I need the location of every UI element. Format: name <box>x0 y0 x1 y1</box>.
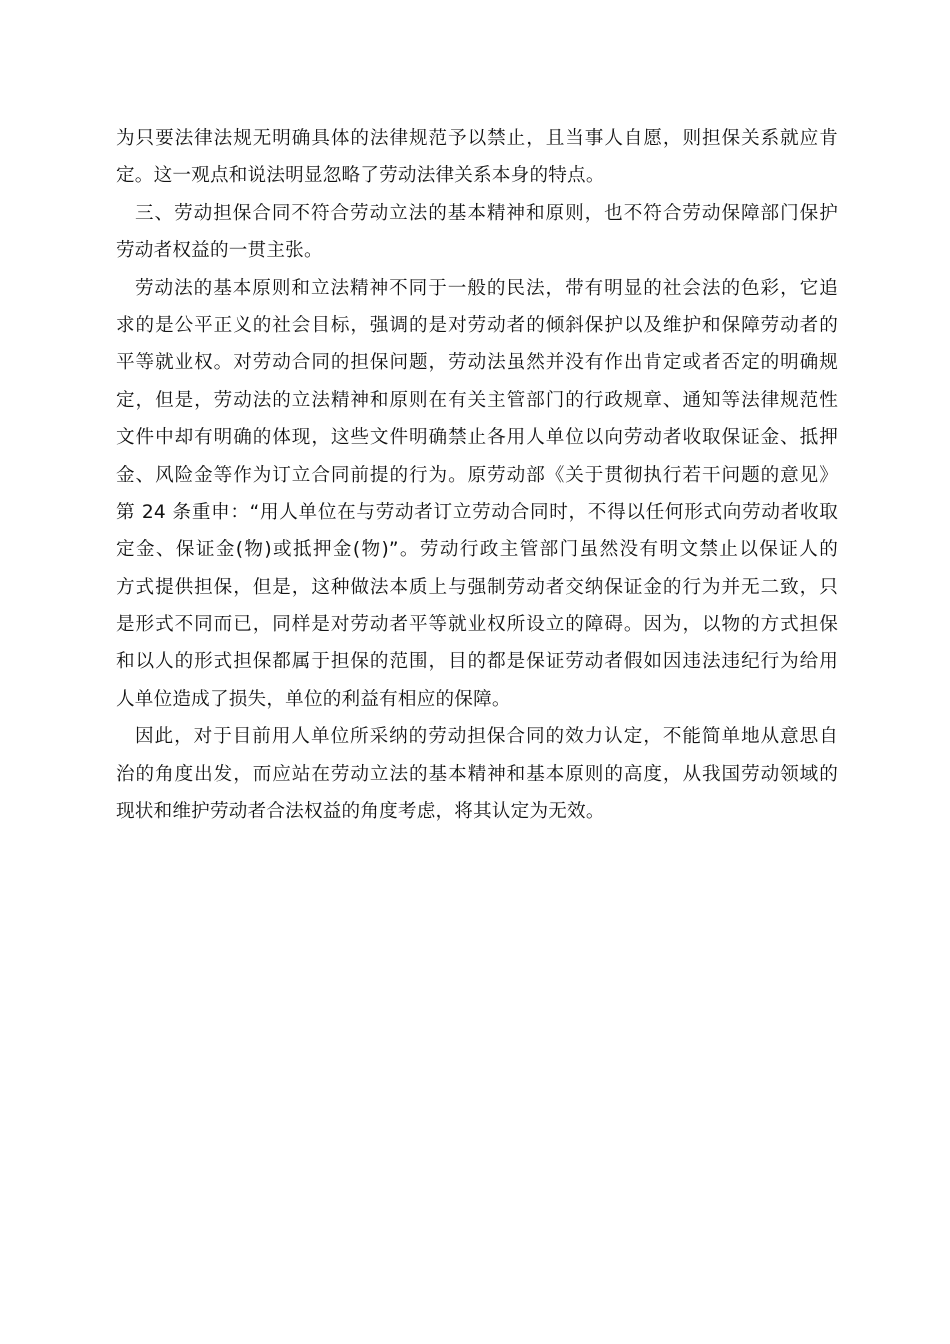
text-line: 文件中却有明确的体现，这些文件明确禁止各用人单位以向劳动者收取保证金、抵押 <box>116 427 838 449</box>
text-line: 定。这一观点和说法明显忽略了劳动法律关系本身的特点。 <box>116 165 605 187</box>
text-line: 求的是公平正义的社会目标，强调的是对劳动者的倾斜保护以及维护和保障劳动者的 <box>116 314 838 336</box>
text-line: 定，但是，劳动法的立法精神和原则在有关主管部门的行政规章、通知等法律规范性 <box>116 389 838 411</box>
text-line: 劳动者权益的一贯主张。 <box>116 240 323 262</box>
text-line: 定金、保证金(物)或抵押金(物)”。劳动行政主管部门虽然没有明文禁止以保证人的 <box>116 539 838 561</box>
text-line: 是形式不同而已，同样是对劳动者平等就业权所设立的障碍。因为，以物的方式担保 <box>116 614 838 636</box>
text-line: 因此，对于目前用人单位所采纳的劳动担保合同的效力认定，不能简单地从意思自 <box>135 726 838 748</box>
text-line: 和以人的形式担保都属于担保的范围，目的都是保证劳动者假如因违法违纪行为给用 <box>116 651 838 673</box>
document-body <box>116 120 838 830</box>
text-line: 第 24 条重申：“用人单位在与劳动者订立劳动合同时，不得以任何形式向劳动者收取 <box>116 501 838 523</box>
text-line: 劳动法的基本原则和立法精神不同于一般的民法，带有明显的社会法的色彩，它追 <box>135 277 838 299</box>
paragraph-continuation <box>116 120 838 195</box>
text-line: 人单位造成了损失，单位的利益有相应的保障。 <box>116 688 511 710</box>
text-line: 现状和维护劳动者合法权益的角度考虑，将其认定为无效。 <box>116 801 605 823</box>
paragraph-heading-three <box>116 195 838 270</box>
text-line: 金、风险金等作为订立合同前提的行为。原劳动部《关于贯彻执行若干问题的意见》 <box>116 464 838 486</box>
text-line: 为只要法律法规无明确具体的法律规范予以禁止，且当事人自愿，则担保关系就应肯 <box>116 128 838 149</box>
paragraph-conclusion <box>116 718 838 830</box>
text-line: 三、劳动担保合同不符合劳动立法的基本精神和原则，也不符合劳动保障部门保护 <box>135 202 838 224</box>
text-line: 平等就业权。对劳动合同的担保问题，劳动法虽然并没有作出肯定或者否定的明确规 <box>116 352 838 374</box>
paragraph-labor-law-principles <box>116 270 838 719</box>
text-line: 方式提供担保，但是，这种做法本质上与强制劳动者交纳保证金的行为并无二致，只 <box>116 576 838 598</box>
text-line: 治的角度出发，而应站在劳动立法的基本精神和基本原则的高度，从我国劳动领域的 <box>116 763 838 785</box>
